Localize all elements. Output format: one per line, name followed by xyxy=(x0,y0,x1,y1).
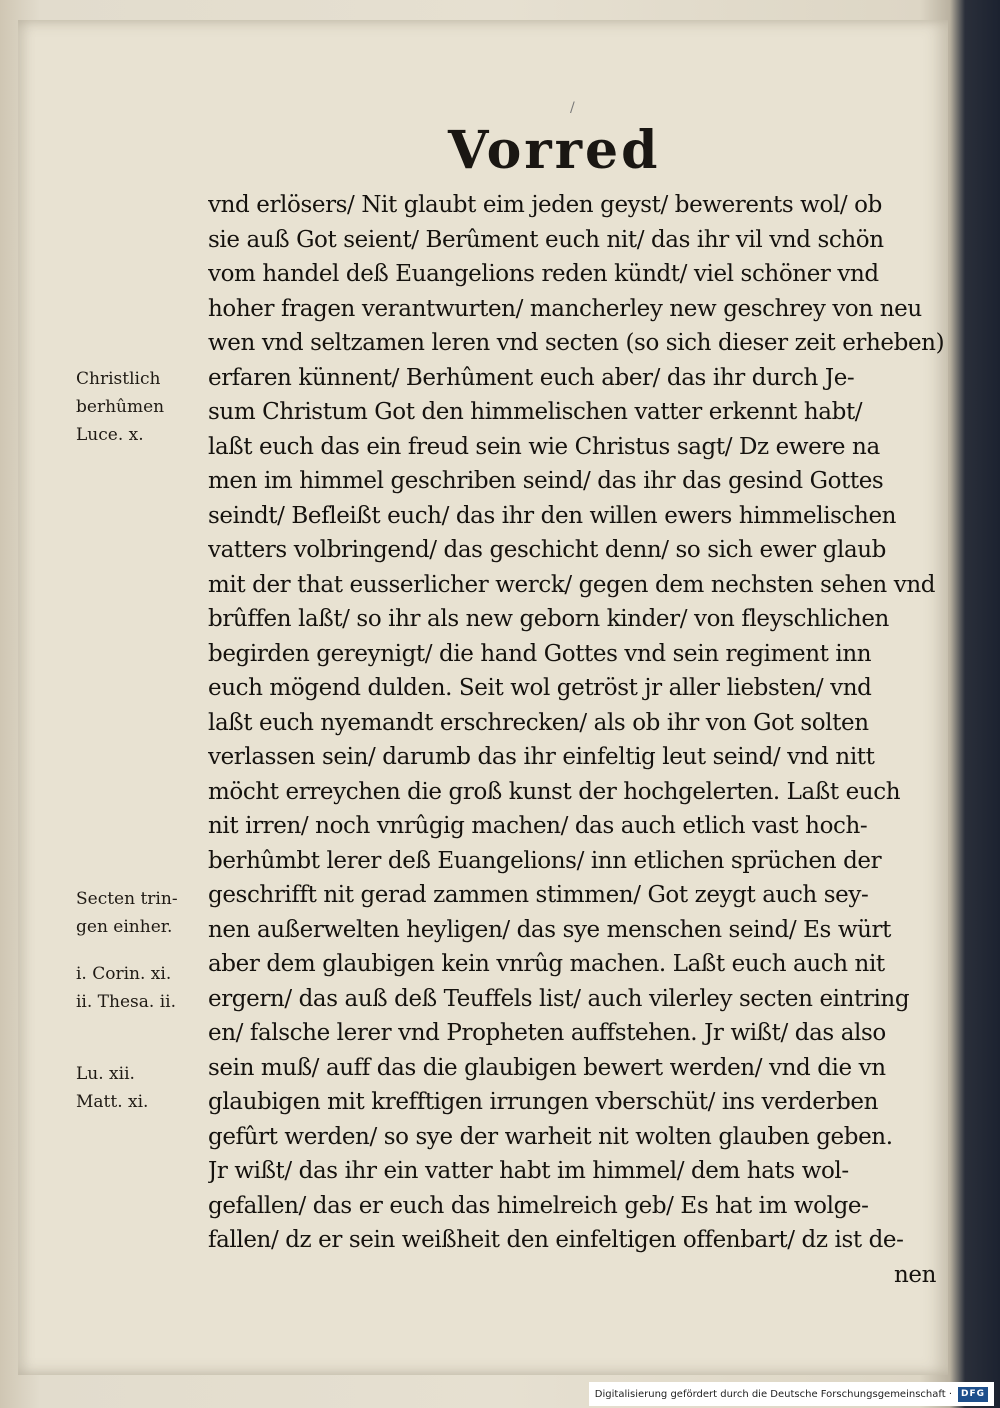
book-page xyxy=(18,20,948,1375)
text-line: begirden gereynigt/ die hand Gottes vnd sein regiment inn xyxy=(208,640,872,667)
text-line: berhûmbt lerer deß Euangelions/ inn etlichen sprüchen der xyxy=(208,847,882,874)
text-line: men im himmel geschriben seind/ das ihr das gesind Gottes xyxy=(208,468,884,494)
marginal-note-luke-matthew xyxy=(76,1060,206,1116)
body-text xyxy=(208,188,948,1292)
text-line: glaubigen mit krefftigen irrungen vberschüt/ ins verderben xyxy=(208,1089,879,1115)
header-mark: / xyxy=(570,100,575,116)
running-head: Vorred xyxy=(448,120,661,181)
text-line: sum Christum Got den himmelischen vatter erkennt habt/ xyxy=(208,399,863,425)
text-line: euch mögend dulden. Seit wol getröst jr aller liebsten/ vnd xyxy=(208,675,872,701)
text-line: möcht erreychen die groß kunst der hochgelerten. Laßt euch xyxy=(208,778,901,805)
text-line: seindt/ Befleißt euch/ das ihr den willen ewers himmelischen xyxy=(208,502,897,529)
marginal-note-corinthians xyxy=(76,960,206,1016)
footer-credit: Digitalisierung gefördert durch die Deutsche Forschungsgemeinschaft · xyxy=(594,1388,952,1400)
text-line: sie auß Got seient/ Berûment euch nit/ das ihr vil vnd schön xyxy=(208,226,884,253)
text-line: laßt euch das ein freud sein wie Christus sagt/ Dz ewere na xyxy=(208,433,880,460)
marginal-line: i. Corin. xi. xyxy=(76,964,172,984)
marginal-line: Secten trin- xyxy=(76,889,178,909)
marginal-note-christlich xyxy=(76,365,206,449)
text-line: laßt euch nyemandt erschrecken/ als ob ihr von Got solten xyxy=(208,709,869,736)
marginal-line: Christlich xyxy=(76,369,161,389)
marginal-line: gen einher. xyxy=(76,917,173,937)
text-line: vnd erlösers/ Nit glaubt eim jeden geyst/ bewerents wol/ ob xyxy=(208,192,882,218)
marginal-line: Luce. x. xyxy=(76,425,144,445)
text-line: sein muß/ auff das die glaubigen bewert werden/ vnd die vn xyxy=(208,1054,886,1081)
text-line: mit der that eusserlicher werck/ gegen dem nechsten sehen vnd xyxy=(208,571,936,598)
text-line: verlassen sein/ darumb das ihr einfeltig leut seind/ vnd nitt xyxy=(208,744,875,770)
text-line: fallen/ dz er sein weißheit den einfeltigen offenbart/ dz ist de- xyxy=(208,1227,904,1253)
marginal-line: Matt. xi. xyxy=(76,1092,149,1112)
digitization-footer xyxy=(589,1382,994,1406)
text-line: gefallen/ das er euch das himelreich geb/ Es hat im wolge- xyxy=(208,1192,869,1219)
marginal-line: Lu. xii. xyxy=(76,1064,135,1084)
text-line: nen außerwelten heyligen/ das sye menschen seind/ Es würt xyxy=(208,916,891,943)
text-line: wen vnd seltzamen leren vnd secten (so sich dieser zeit erheben) xyxy=(208,330,945,356)
text-line: brûffen laßt/ so ihr als new geborn kinder/ von fleyschlichen xyxy=(208,606,889,632)
catchword: nen xyxy=(893,1261,936,1288)
text-line: hoher fragen verantwurten/ mancherley new geschrey von neu xyxy=(208,295,922,322)
text-line: vatters volbringend/ das geschicht denn/ so sich ewer glaub xyxy=(208,537,887,563)
dfg-logo-icon: DFG xyxy=(958,1387,988,1402)
text-line: erfaren künnent/ Berhûment euch aber/ das ihr durch Je- xyxy=(208,364,855,391)
text-line: aber dem glaubigen kein vnrûg machen. Laßt euch auch nit xyxy=(208,951,885,977)
text-line: gefûrt werden/ so sye der warheit nit wolten glauben geben. xyxy=(208,1123,893,1150)
text-line: nit irren/ noch vnrûgig machen/ das auch etlich vast hoch- xyxy=(208,813,868,839)
text-line: ergern/ das auß deß Teuffels list/ auch vilerley secten eintring xyxy=(208,985,910,1012)
marginal-line: ii. Thesa. ii. xyxy=(76,992,176,1012)
text-line: Jr wißt/ das ihr ein vatter habt im himmel/ dem hats wol- xyxy=(208,1158,849,1184)
marginal-note-secten xyxy=(76,885,206,941)
marginal-line: berhûmen xyxy=(76,397,165,417)
text-line: en/ falsche lerer vnd Propheten auffstehen. Jr wißt/ das also xyxy=(208,1020,886,1046)
text-line: geschrifft nit gerad zammen stimmen/ Got zeygt auch sey- xyxy=(208,882,869,908)
text-line: vom handel deß Euangelions reden kündt/ viel schöner vnd xyxy=(208,261,879,287)
